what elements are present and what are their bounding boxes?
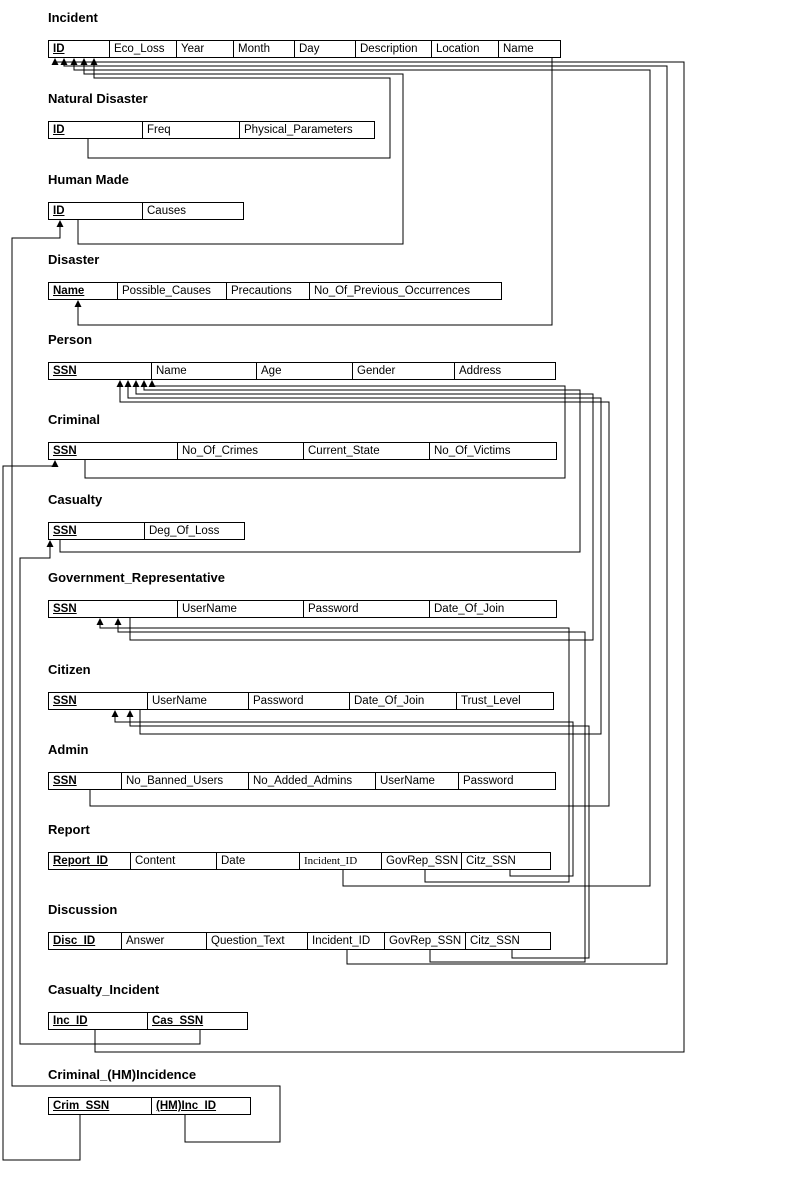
arrowhead-icon xyxy=(97,618,104,625)
connector-line-natural-disaster-id-to-incident-id xyxy=(88,59,390,158)
connector-discussion-govrep-ssn-to-govrep-ssn xyxy=(115,618,586,962)
table-title-disaster: Disaster xyxy=(48,252,100,267)
table-incident xyxy=(48,40,561,58)
connector-crim-ssn-to-criminal-ssn xyxy=(3,460,80,1160)
table-title-report: Report xyxy=(48,822,90,837)
table-citizen xyxy=(48,692,554,710)
column-report-incident-id: Incident_ID xyxy=(299,852,382,870)
arrowhead-icon xyxy=(127,710,134,717)
arrowhead-icon xyxy=(52,460,59,467)
connector-line-citizen-ssn-to-person-ssn xyxy=(128,381,601,734)
connector-line-discussion-citz-ssn-to-citizen-ssn xyxy=(130,711,589,958)
table-title-discussion: Discussion xyxy=(48,902,118,917)
column-admin-no-banned-users: No_Banned_Users xyxy=(121,772,249,790)
column-government-representative-username: UserName xyxy=(177,600,304,618)
column-incident-name: Name xyxy=(498,40,561,58)
table-title-natural-disaster: Natural Disaster xyxy=(48,91,148,106)
table-title-casualty-incident: Casualty_Incident xyxy=(48,982,160,997)
column-natural-disaster-freq: Freq xyxy=(142,121,240,139)
connector-line-discussion-govrep-ssn-to-govrep-ssn xyxy=(118,619,585,962)
column-discussion-incident-id: Incident_ID xyxy=(307,932,385,950)
connector-hm-inc-id-to-human-made-id xyxy=(12,220,280,1142)
column-disaster-precautions: Precautions xyxy=(226,282,310,300)
column-citizen-ssn: SSN xyxy=(48,692,148,710)
arrowhead-icon xyxy=(133,380,140,387)
column-government-representative-password: Password xyxy=(303,600,430,618)
table-title-citizen: Citizen xyxy=(48,662,91,677)
column-discussion-question-text: Question_Text xyxy=(206,932,308,950)
column-disaster-possible-causes: Possible_Causes xyxy=(117,282,227,300)
connector-citizen-ssn-to-person-ssn xyxy=(125,380,602,734)
connector-line-hm-inc-id-to-human-made-id xyxy=(12,221,280,1142)
column-government-representative-date-of-join: Date_Of_Join xyxy=(429,600,557,618)
table-title-criminal: Criminal xyxy=(48,412,101,427)
arrowhead-icon xyxy=(125,380,132,387)
column-casualty-incident-cas-ssn: Cas_SSN xyxy=(147,1012,248,1030)
column-natural-disaster-id: ID xyxy=(48,121,143,139)
table-title-person: Person xyxy=(48,332,93,347)
table-natural-disaster xyxy=(48,121,375,139)
column-report-citz-ssn: Citz_SSN xyxy=(461,852,551,870)
column-report-content: Content xyxy=(130,852,217,870)
table-title-incident: Incident xyxy=(48,10,98,25)
table-person xyxy=(48,362,556,380)
column-discussion-citz-ssn: Citz_SSN xyxy=(465,932,551,950)
arrowhead-icon xyxy=(57,220,64,227)
column-citizen-username: UserName xyxy=(147,692,249,710)
table-discussion xyxy=(48,932,551,950)
table-casualty xyxy=(48,522,245,540)
connector-line-criminal-ssn-to-person-ssn xyxy=(85,381,565,478)
table-criminal xyxy=(48,442,557,460)
column-person-gender: Gender xyxy=(352,362,455,380)
column-discussion-disc-id: Disc_ID xyxy=(48,932,122,950)
column-natural-disaster-physical-parameters: Physical_Parameters xyxy=(239,121,375,139)
column-discussion-govrep-ssn: GovRep_SSN xyxy=(384,932,466,950)
column-criminal-hm-incidence-crim-ssn: Crim_SSN xyxy=(48,1097,152,1115)
table-admin xyxy=(48,772,556,790)
column-casualty-deg-of-loss: Deg_Of_Loss xyxy=(144,522,245,540)
arrowhead-icon xyxy=(52,58,59,65)
column-human-made-causes: Causes xyxy=(142,202,244,220)
table-disaster xyxy=(48,282,502,300)
table-title-human-made: Human Made xyxy=(48,172,129,187)
table-title-casualty: Casualty xyxy=(48,492,103,507)
arrowhead-icon xyxy=(81,58,88,65)
arrowhead-icon xyxy=(61,58,68,65)
table-human-made xyxy=(48,202,244,220)
connector-discussion-incident-id-to-incident-id xyxy=(61,58,668,964)
column-human-made-id: ID xyxy=(48,202,143,220)
table-government-representative xyxy=(48,600,557,618)
column-incident-year: Year xyxy=(176,40,234,58)
connector-line-report-incident-id-to-incident-id xyxy=(74,59,650,886)
column-admin-ssn: SSN xyxy=(48,772,122,790)
column-person-address: Address xyxy=(454,362,556,380)
connector-report-govrep-ssn-to-govrep-ssn xyxy=(97,618,570,882)
connector-line-report-govrep-ssn-to-govrep-ssn xyxy=(100,619,569,882)
column-incident-location: Location xyxy=(431,40,499,58)
column-criminal-current-state: Current_State xyxy=(303,442,430,460)
column-discussion-answer: Answer xyxy=(121,932,207,950)
column-citizen-date-of-join: Date_Of_Join xyxy=(349,692,457,710)
table-title-admin: Admin xyxy=(48,742,89,757)
arrowhead-icon xyxy=(112,710,119,717)
table-title-criminal-hm-incidence: Criminal_(HM)Incidence xyxy=(48,1067,197,1082)
column-criminal-hm-incidence-hm-inc-id: (HM)Inc_ID xyxy=(151,1097,251,1115)
column-incident-month: Month xyxy=(233,40,295,58)
column-disaster-no-of-previous-occurrences: No_Of_Previous_Occurrences xyxy=(309,282,502,300)
arrowhead-icon xyxy=(141,380,148,387)
column-report-report-id: Report_ID xyxy=(48,852,131,870)
arrowhead-icon xyxy=(149,380,156,387)
column-incident-day: Day xyxy=(294,40,356,58)
connector-criminal-ssn-to-person-ssn xyxy=(85,380,565,478)
connector-natural-disaster-id-to-incident-id xyxy=(88,58,390,158)
column-citizen-trust-level: Trust_Level xyxy=(456,692,554,710)
column-criminal-ssn: SSN xyxy=(48,442,178,460)
column-criminal-no-of-crimes: No_Of_Crimes xyxy=(177,442,304,460)
column-incident-id: ID xyxy=(48,40,110,58)
column-admin-password: Password xyxy=(458,772,556,790)
column-disaster-name: Name xyxy=(48,282,118,300)
column-report-govrep-ssn: GovRep_SSN xyxy=(381,852,462,870)
connector-line-crim-ssn-to-criminal-ssn xyxy=(3,461,80,1160)
table-criminal-hm-incidence xyxy=(48,1097,251,1115)
arrowhead-icon xyxy=(115,618,122,625)
connector-line-discussion-incident-id-to-incident-id xyxy=(64,59,667,964)
table-report xyxy=(48,852,551,870)
column-incident-description: Description xyxy=(355,40,432,58)
arrowhead-icon xyxy=(75,300,82,307)
column-government-representative-ssn: SSN xyxy=(48,600,178,618)
arrowhead-icon xyxy=(91,58,98,65)
column-incident-eco-loss: Eco_Loss xyxy=(109,40,177,58)
arrowhead-icon xyxy=(47,540,54,547)
connector-discussion-citz-ssn-to-citizen-ssn xyxy=(127,710,590,958)
table-casualty-incident xyxy=(48,1012,248,1030)
column-person-name: Name xyxy=(151,362,257,380)
column-admin-no-added-admins: No_Added_Admins xyxy=(248,772,376,790)
connector-report-incident-id-to-incident-id xyxy=(71,58,651,886)
column-person-ssn: SSN xyxy=(48,362,152,380)
column-criminal-no-of-victims: No_Of_Victims xyxy=(429,442,557,460)
column-casualty-incident-inc-id: Inc_ID xyxy=(48,1012,148,1030)
column-admin-username: UserName xyxy=(375,772,459,790)
arrowhead-icon xyxy=(117,380,124,387)
column-report-date: Date xyxy=(216,852,300,870)
column-casualty-ssn: SSN xyxy=(48,522,145,540)
arrowhead-icon xyxy=(71,58,78,65)
column-citizen-password: Password xyxy=(248,692,350,710)
column-person-age: Age xyxy=(256,362,353,380)
table-title-government-representative: Government_Representative xyxy=(48,570,226,585)
